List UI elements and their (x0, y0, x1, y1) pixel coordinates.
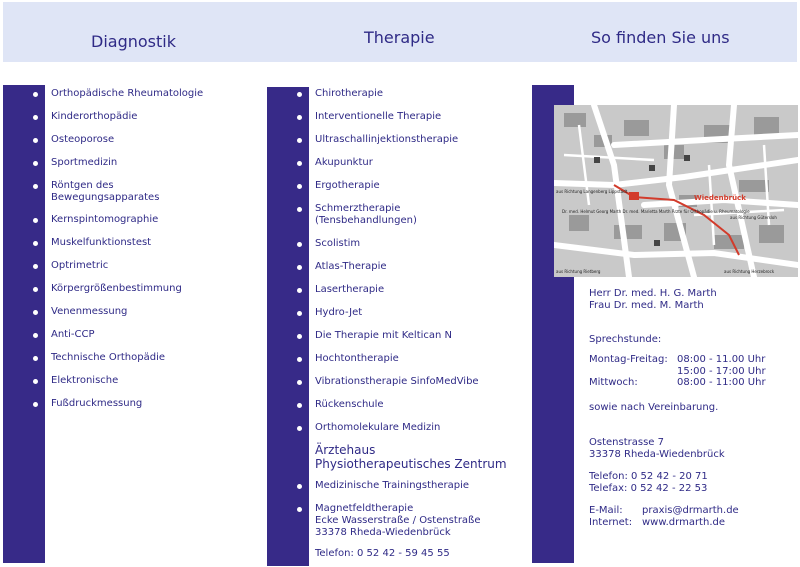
list-item: Chirotherapie (315, 88, 525, 111)
hours-time: 08:00 - 11.00 Uhr (677, 354, 766, 365)
list-item: Kernspintomographie (51, 214, 251, 237)
aerztehaus-city: 33378 Rheda-Wiedenbrück (315, 527, 451, 538)
list-item: Optrimetric (51, 260, 251, 283)
hours-time: 15:00 - 17:00 Uhr (677, 365, 766, 377)
practice-phone: Telefon: 0 52 42 - 20 71 (589, 471, 708, 482)
list-item: Hochtontherapie (315, 353, 525, 376)
website-link[interactable]: www.drmarth.de (642, 516, 725, 528)
diagnostik-title: Diagnostik (91, 32, 176, 51)
map-town-label: Wiedenbrück (694, 194, 746, 202)
list-item: Technische Orthopädie (51, 352, 251, 375)
aerztehaus-street: Ecke Wasserstraße / Ostenstraße (315, 515, 481, 526)
aerztehaus-title-line2: Physiotherapeutisches Zentrum (315, 457, 507, 471)
list-item: Vibrationstherapie SinfoMedVibe (315, 376, 525, 399)
therapie-list (315, 88, 525, 445)
list-item: Orthopädische Rheumatologie (51, 88, 251, 111)
practice-fax: Telefax: 0 52 42 - 22 53 (589, 482, 708, 494)
practice-phone-fax (589, 471, 708, 494)
hours-note: sowie nach Vereinbarung. (589, 402, 719, 413)
aerztehaus-title-line1: Ärztehaus (315, 443, 376, 457)
list-item: Hydro-Jet (315, 307, 525, 330)
map-label-a: aus Richtung Langenberg Lippstadt (556, 189, 628, 194)
practice-marker (629, 192, 639, 200)
hours-label: Mittwoch: (589, 377, 638, 388)
map-label-b: aus Richtung Gütersloh (730, 215, 777, 220)
location-map[interactable] (554, 105, 798, 277)
email-link[interactable]: praxis@drmarth.de (642, 505, 739, 516)
aerztehaus-phone: Telefon: 0 52 42 - 59 45 55 (315, 548, 450, 559)
email-label: E-Mail: (589, 505, 623, 516)
list-item: Schmerztherapie (Tensbehandlungen) (315, 203, 425, 238)
list-item: Muskelfunktionstest (51, 237, 251, 260)
map-label-d: aus Richtung Herzebrock (724, 269, 775, 274)
list-item: Ultraschallinjektionstherapie (315, 134, 525, 157)
list-item: Osteoporose (51, 134, 251, 157)
list-item: Anti-CCP (51, 329, 251, 352)
internet-label: Internet: (589, 516, 633, 528)
list-item: Medizinische Trainingstherapie (315, 480, 525, 503)
list-item: Venenmessung (51, 306, 251, 329)
list-item: Elektronische (51, 375, 251, 398)
list-item: Atlas-Therapie (315, 261, 525, 284)
therapie-title: Therapie (364, 28, 435, 47)
aerztehaus-address (315, 515, 481, 539)
list-item: Sportmedizin (51, 157, 251, 180)
practice-address (589, 437, 725, 460)
list-item: Interventionelle Therapie (315, 111, 525, 134)
diagnostik-side-strip (3, 85, 45, 563)
list-item: Orthomolekulare Medizin (315, 422, 525, 445)
list-item: Fußdruckmessung (51, 398, 251, 421)
doctors (589, 288, 717, 311)
aerztehaus-title (315, 443, 507, 471)
list-item: Körpergrößenbestimmung (51, 283, 251, 306)
list-item: Kinderorthopädie (51, 111, 251, 134)
hours-time: 08:00 - 11:00 Uhr (677, 377, 766, 388)
hours-title: Sprechstunde: (589, 334, 662, 345)
doctor-name: Herr Dr. med. H. G. Marth (589, 288, 717, 299)
directions-title: So finden Sie uns (591, 28, 730, 47)
list-item: Röntgen des Bewegungsapparates (51, 180, 161, 214)
practice-city: 33378 Rheda-Wiedenbrück (589, 448, 725, 460)
hours-label: Montag-Freitag: (589, 354, 668, 365)
list-item: Die Therapie mit Keltican N (315, 330, 525, 353)
practice-street: Ostenstrasse 7 (589, 437, 664, 448)
list-item: Lasertherapie (315, 284, 525, 307)
list-item: Scolistim (315, 238, 525, 261)
list-item: Ergotherapie (315, 180, 525, 203)
diagnostik-list (51, 88, 251, 421)
therapie-side-strip (267, 87, 309, 566)
map-graphic (554, 105, 798, 277)
map-label-c: aus Richtung Rietberg (556, 269, 601, 274)
list-item: Magnetfeldtherapie (315, 503, 525, 526)
list-item: Rückenschule (315, 399, 525, 422)
list-item: Akupunktur (315, 157, 525, 180)
doctor-name: Frau Dr. med. M. Marth (589, 299, 704, 311)
online-contact (589, 505, 739, 528)
map-label-practice: Dr. med. Helmut Georg Marth Dr. med. Marietta Marth Ärzte für Orthopädie u. Rheumatologie (562, 209, 750, 214)
